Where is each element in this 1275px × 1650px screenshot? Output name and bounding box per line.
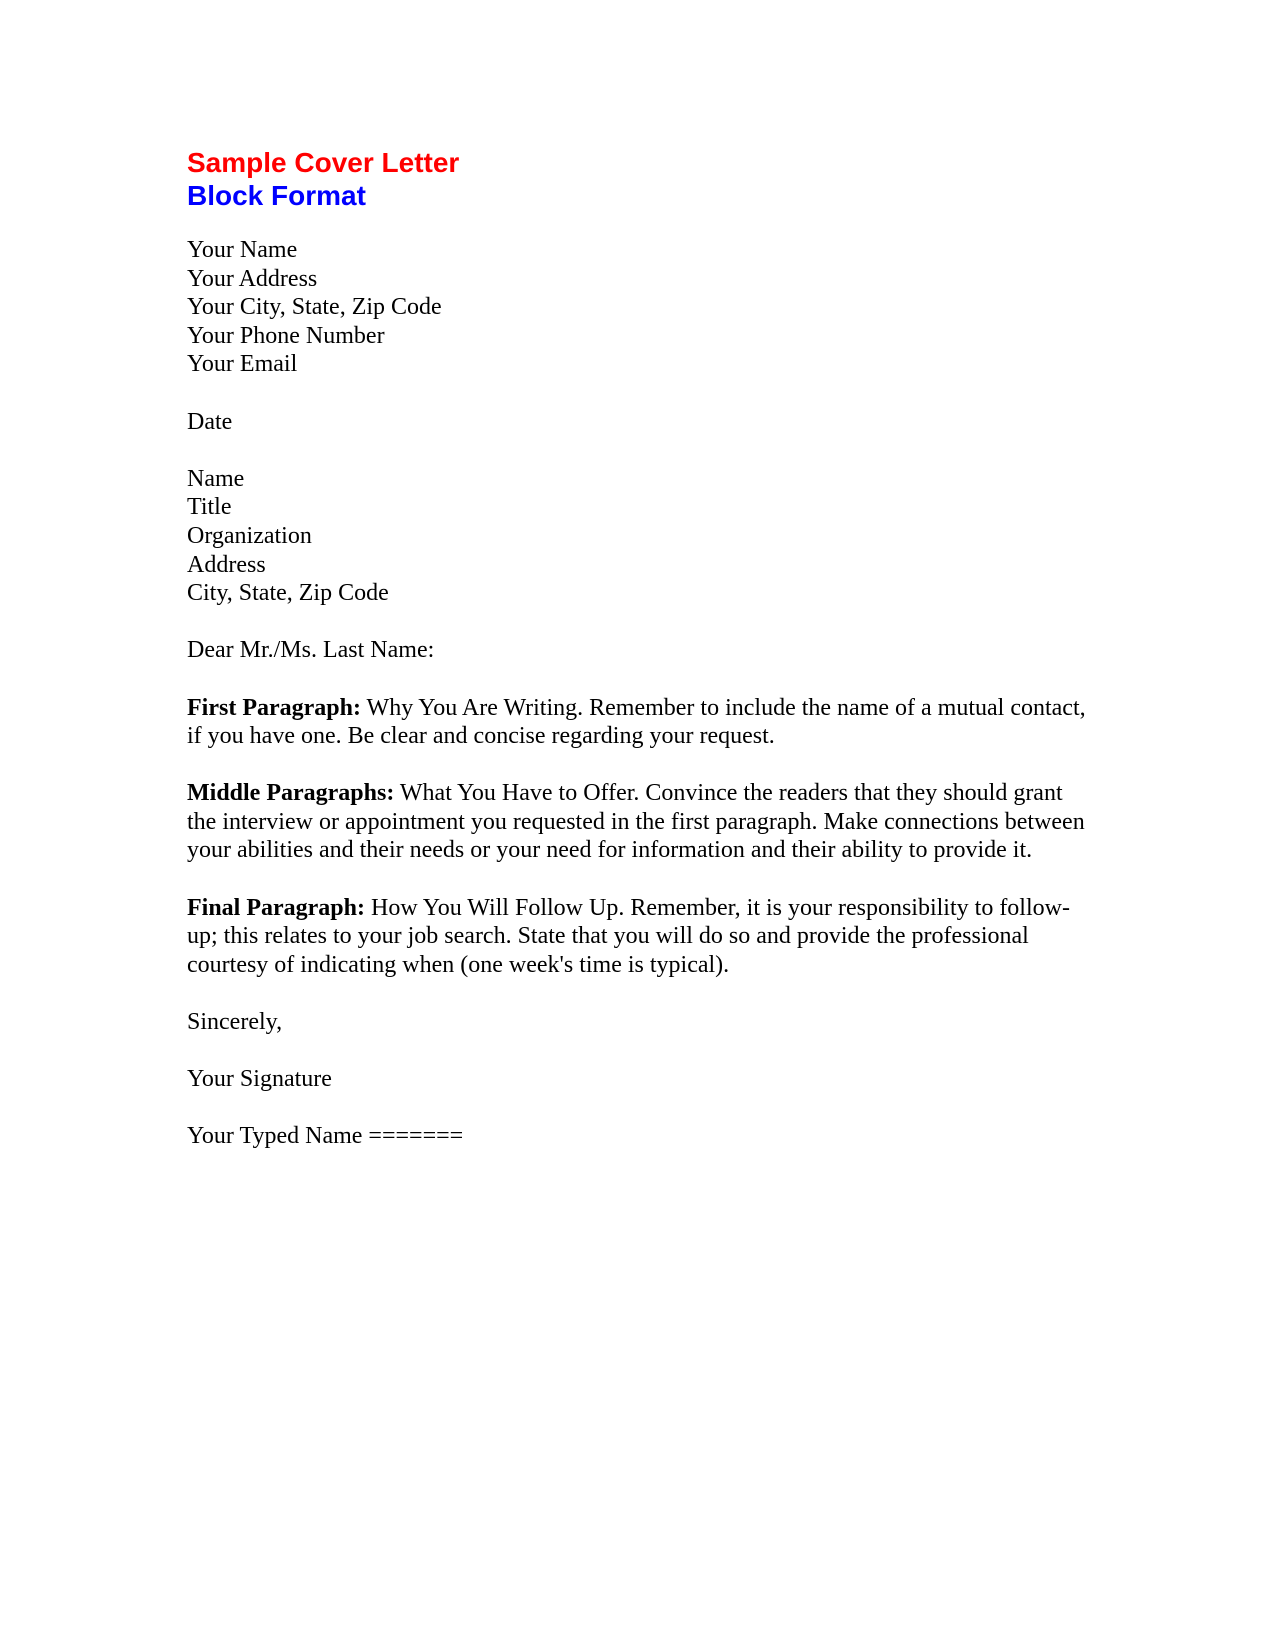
sender-city-state-zip: Your City, State, Zip Code — [187, 294, 442, 321]
paragraph-text: Why You Are Writing. Remember to include the name of a mutual contact, if you have one. Be clear and concise regarding your request. — [187, 694, 1086, 750]
salutation: Dear Mr./Ms. Last Name: — [187, 637, 435, 664]
paragraph-label: Middle Paragraphs: — [187, 780, 395, 807]
recipient-title: Title — [187, 494, 232, 521]
middle-paragraphs — [187, 779, 1087, 865]
recipient-city-state-zip: City, State, Zip Code — [187, 580, 389, 607]
title-sample-cover-letter: Sample Cover Letter — [187, 147, 460, 178]
sender-name: Your Name — [187, 237, 298, 263]
recipient-address: Address — [187, 551, 266, 578]
recipient-name: Name — [187, 465, 245, 492]
recipient-block — [187, 465, 1087, 608]
sender-phone: Your Phone Number — [187, 322, 385, 349]
paragraph-label: First Paragraph: — [187, 694, 361, 721]
recipient-organization: Organization — [187, 522, 312, 549]
signature: Your Signature — [187, 1066, 332, 1093]
closing: Sincerely, — [187, 1009, 283, 1036]
first-paragraph — [187, 694, 1087, 751]
sender-address: Your Address — [187, 265, 318, 292]
title-block-format: Block Format — [187, 180, 366, 211]
paragraph-text: How You Will Follow Up. Remember, it is your responsibility to follow-up; this relates to your job search. State that you will do so and provide the professional courtesy of indicating when (one week's time is typical). — [187, 894, 1070, 978]
sender-block — [187, 236, 1087, 379]
paragraph-text: What You Have to Offer. Convince the readers that they should grant the interview or appointment you requested in the first paragraph. Make connections between your abilities and their needs or your need for information and their ability to provide it. — [187, 780, 1085, 864]
cover-letter — [187, 146, 1087, 1151]
paragraph-label: Final Paragraph: — [187, 894, 365, 921]
typed-name: Your Typed Name ======= — [187, 1123, 464, 1150]
letter-date: Date — [187, 408, 233, 435]
final-paragraph — [187, 894, 1087, 980]
sender-email: Your Email — [187, 351, 298, 378]
